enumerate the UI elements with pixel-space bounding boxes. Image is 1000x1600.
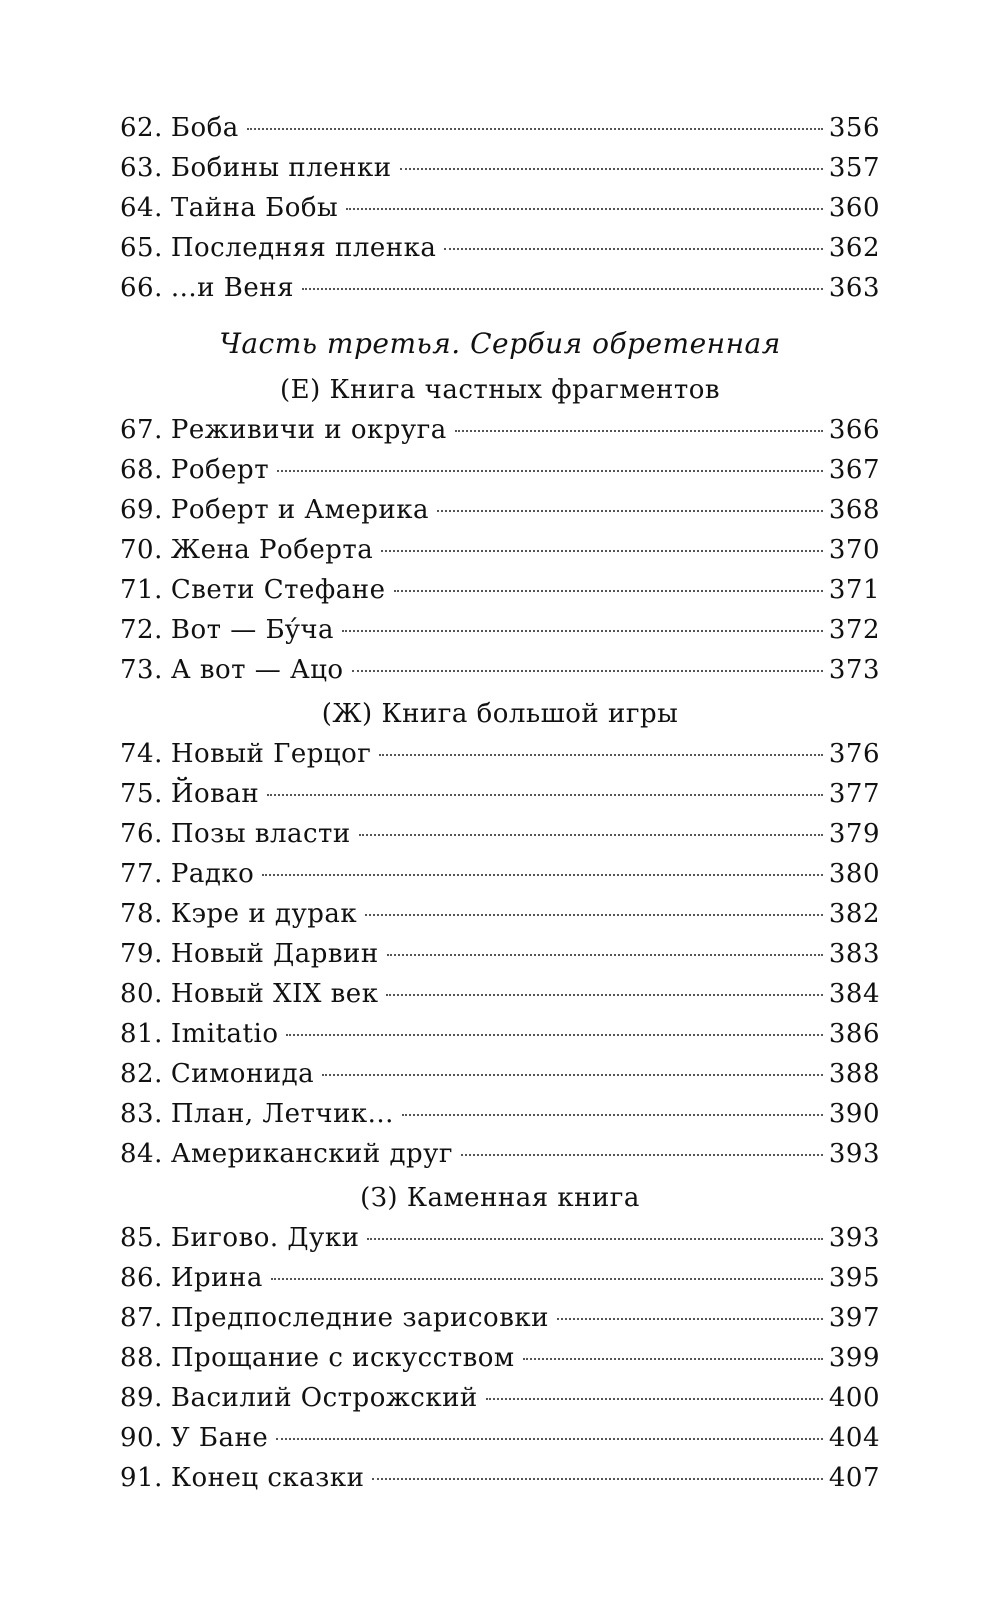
toc-entry-title: Ирина [170, 1263, 263, 1293]
toc-entry-number: 81. [120, 1019, 163, 1049]
toc-group-z [120, 1218, 880, 1498]
toc-entry [120, 1054, 880, 1094]
dot-leader [365, 914, 823, 916]
toc-entry [120, 774, 880, 814]
toc-entry-page: 372 [828, 615, 880, 645]
toc-entry-page: 370 [828, 535, 880, 565]
toc-entry [120, 1298, 880, 1338]
dot-leader [444, 248, 822, 250]
toc-entry-title: У Бане [170, 1423, 269, 1453]
toc-entry-number: 69. [120, 495, 163, 525]
toc-group-e [120, 410, 880, 690]
toc-entry-page: 390 [828, 1099, 880, 1129]
toc-entry-number: 86. [120, 1263, 163, 1293]
toc-entry-title: Последняя пленка [170, 233, 437, 263]
toc-entry-title: Предпоследние зарисовки [170, 1303, 549, 1333]
dot-leader [352, 670, 823, 672]
toc-entry-title: Боба [170, 113, 239, 143]
toc-entry-page: 371 [828, 575, 880, 605]
toc-entry-page: 399 [828, 1343, 880, 1373]
toc-entry [120, 854, 880, 894]
dot-leader [342, 630, 823, 632]
dot-leader [277, 470, 823, 472]
toc-entry-number: 76. [120, 819, 163, 849]
toc-entry [120, 974, 880, 1014]
toc-entry [120, 530, 880, 570]
book-title-z: (З) Каменная книга [360, 1183, 640, 1213]
toc-entry-number: 83. [120, 1099, 163, 1129]
toc-entry-title: А вот — Ацо [170, 655, 344, 685]
toc-entry [120, 570, 880, 610]
dot-leader [271, 1278, 823, 1280]
toc-entry-title: Василий Острожский [170, 1383, 478, 1413]
toc-entry-title: Жена Роберта [170, 535, 374, 565]
toc-entry-page: 382 [828, 899, 880, 929]
toc-entry-number: 71. [120, 575, 163, 605]
toc-entry [120, 1014, 880, 1054]
dot-leader [386, 994, 822, 996]
toc-entry [120, 814, 880, 854]
toc-entry [120, 108, 880, 148]
toc-entry-number: 67. [120, 415, 163, 445]
toc-entry-title: Бобины пленки [170, 153, 392, 183]
dot-leader [322, 1074, 823, 1076]
toc-entry-title: Imitatio [170, 1019, 279, 1049]
dot-leader [387, 954, 823, 956]
toc-entry-number: 72. [120, 615, 163, 645]
toc-entry-number: 87. [120, 1303, 163, 1333]
toc-entry [120, 1458, 880, 1498]
toc-entry-page: 360 [828, 193, 880, 223]
dot-leader [394, 590, 823, 592]
toc-entry-title: Радко [170, 859, 255, 889]
toc-entry-number: 63. [120, 153, 163, 183]
toc-entry-page: 380 [828, 859, 880, 889]
toc-entry-title: Свети Стефане [170, 575, 386, 605]
toc-entry [120, 894, 880, 934]
dot-leader [379, 754, 823, 756]
toc-entry-title: Новый XIX век [170, 979, 379, 1009]
toc-entry-number: 77. [120, 859, 163, 889]
toc-entry [120, 1218, 880, 1258]
toc-entry-title: Тайна Бобы [170, 193, 339, 223]
dot-leader [262, 874, 823, 876]
toc-entry [120, 410, 880, 450]
dot-leader [523, 1358, 823, 1360]
toc-entry-title: Новый Герцог [170, 739, 372, 769]
toc-entry-page: 379 [828, 819, 880, 849]
dot-leader [381, 550, 823, 552]
toc-entry-page: 386 [828, 1019, 880, 1049]
dot-leader [367, 1238, 822, 1240]
toc-entry [120, 490, 880, 530]
toc-entry-page: 362 [828, 233, 880, 263]
toc-entry-title: Американский друг [170, 1139, 454, 1169]
dot-leader [455, 430, 823, 432]
dot-leader [461, 1154, 823, 1156]
toc-entry-number: 78. [120, 899, 163, 929]
part-title: Часть третья. Сербия обретенная [219, 327, 781, 360]
toc-entry-page: 393 [828, 1223, 880, 1253]
toc-entry-number: 64. [120, 193, 163, 223]
toc-entry-title: Реживичи и округа [170, 415, 447, 445]
toc-entry-page: 366 [828, 415, 880, 445]
toc-entry-page: 384 [828, 979, 880, 1009]
toc-entry [120, 1338, 880, 1378]
toc-entry-number: 84. [120, 1139, 163, 1169]
toc-entry-title: Конец сказки [170, 1463, 365, 1493]
toc-entry-title: Бигово. Дуки [170, 1223, 360, 1253]
book-title-e: (Е) Книга частных фрагментов [279, 375, 721, 405]
toc-entry-page: 368 [828, 495, 880, 525]
toc-entry-page: 393 [828, 1139, 880, 1169]
dot-leader [402, 1114, 823, 1116]
toc-entry [120, 1418, 880, 1458]
toc-entry-number: 65. [120, 233, 163, 263]
toc-entry-page: 400 [828, 1383, 880, 1413]
toc-entry-number: 80. [120, 979, 163, 1009]
toc-entry-number: 90. [120, 1423, 163, 1453]
toc-entry-number: 68. [120, 455, 163, 485]
toc-entry-page: 367 [828, 455, 880, 485]
toc-entry-page: 376 [828, 739, 880, 769]
toc-entry-number: 91. [120, 1463, 163, 1493]
toc-entry-title: План, Летчик... [170, 1099, 394, 1129]
toc-entry-page: 373 [828, 655, 880, 685]
toc-entry-number: 66. [120, 273, 163, 303]
toc-entry-page: 377 [828, 779, 880, 809]
toc-entry [120, 228, 880, 268]
toc-entry-number: 88. [120, 1343, 163, 1373]
dot-leader [302, 288, 823, 290]
toc-entry-number: 73. [120, 655, 163, 685]
toc-entry-page: 395 [828, 1263, 880, 1293]
toc-entry-number: 82. [120, 1059, 163, 1089]
dot-leader [346, 208, 823, 210]
toc-entry-title: Прощание с искусством [170, 1343, 515, 1373]
toc-group-top [120, 108, 880, 308]
toc-entry-title: Позы власти [170, 819, 351, 849]
book-title-zh: (Ж) Книга большой игры [321, 699, 679, 729]
toc-entry-page: 383 [828, 939, 880, 969]
toc-entry [120, 1258, 880, 1298]
toc-entry-title: Роберт и Америка [170, 495, 429, 525]
toc-entry [120, 650, 880, 690]
dot-leader [267, 794, 823, 796]
dot-leader [276, 1438, 823, 1440]
toc-entry-title: Новый Дарвин [170, 939, 379, 969]
toc-entry [120, 450, 880, 490]
dot-leader [557, 1318, 823, 1320]
toc-entry-page: 407 [828, 1463, 880, 1493]
toc-entry-page: 363 [828, 273, 880, 303]
toc-entry [120, 1378, 880, 1418]
toc-entry-title: Вот — Бýча [170, 615, 335, 645]
toc-entry [120, 610, 880, 650]
toc-entry-title: Симонида [170, 1059, 315, 1089]
toc-entry [120, 934, 880, 974]
toc-entry [120, 268, 880, 308]
toc-entry-page: 357 [828, 153, 880, 183]
toc-entry-title: ...и Веня [170, 273, 294, 303]
toc-entry-page: 404 [828, 1423, 880, 1453]
toc-entry [120, 188, 880, 228]
dot-leader [286, 1034, 822, 1036]
toc-entry-number: 89. [120, 1383, 163, 1413]
toc-entry-title: Кэре и дурак [170, 899, 358, 929]
toc-entry [120, 1134, 880, 1174]
toc-entry-page: 356 [828, 113, 880, 143]
toc-entry-number: 75. [120, 779, 163, 809]
toc-entry [120, 734, 880, 774]
dot-leader [247, 128, 823, 130]
dot-leader [372, 1478, 822, 1480]
toc-entry [120, 1094, 880, 1134]
dot-leader [437, 510, 823, 512]
toc-entry-number: 62. [120, 113, 163, 143]
dot-leader [486, 1398, 823, 1400]
toc-entry-number: 74. [120, 739, 163, 769]
toc-entry-page: 397 [828, 1303, 880, 1333]
toc-entry-number: 79. [120, 939, 163, 969]
dot-leader [400, 168, 823, 170]
toc-entry [120, 148, 880, 188]
toc-entry-title: Роберт [170, 455, 270, 485]
dot-leader [359, 834, 823, 836]
toc-entry-title: Йован [170, 779, 260, 809]
toc-entry-number: 85. [120, 1223, 163, 1253]
toc-entry-number: 70. [120, 535, 163, 565]
toc-group-zh [120, 734, 880, 1174]
toc-entry-page: 388 [828, 1059, 880, 1089]
